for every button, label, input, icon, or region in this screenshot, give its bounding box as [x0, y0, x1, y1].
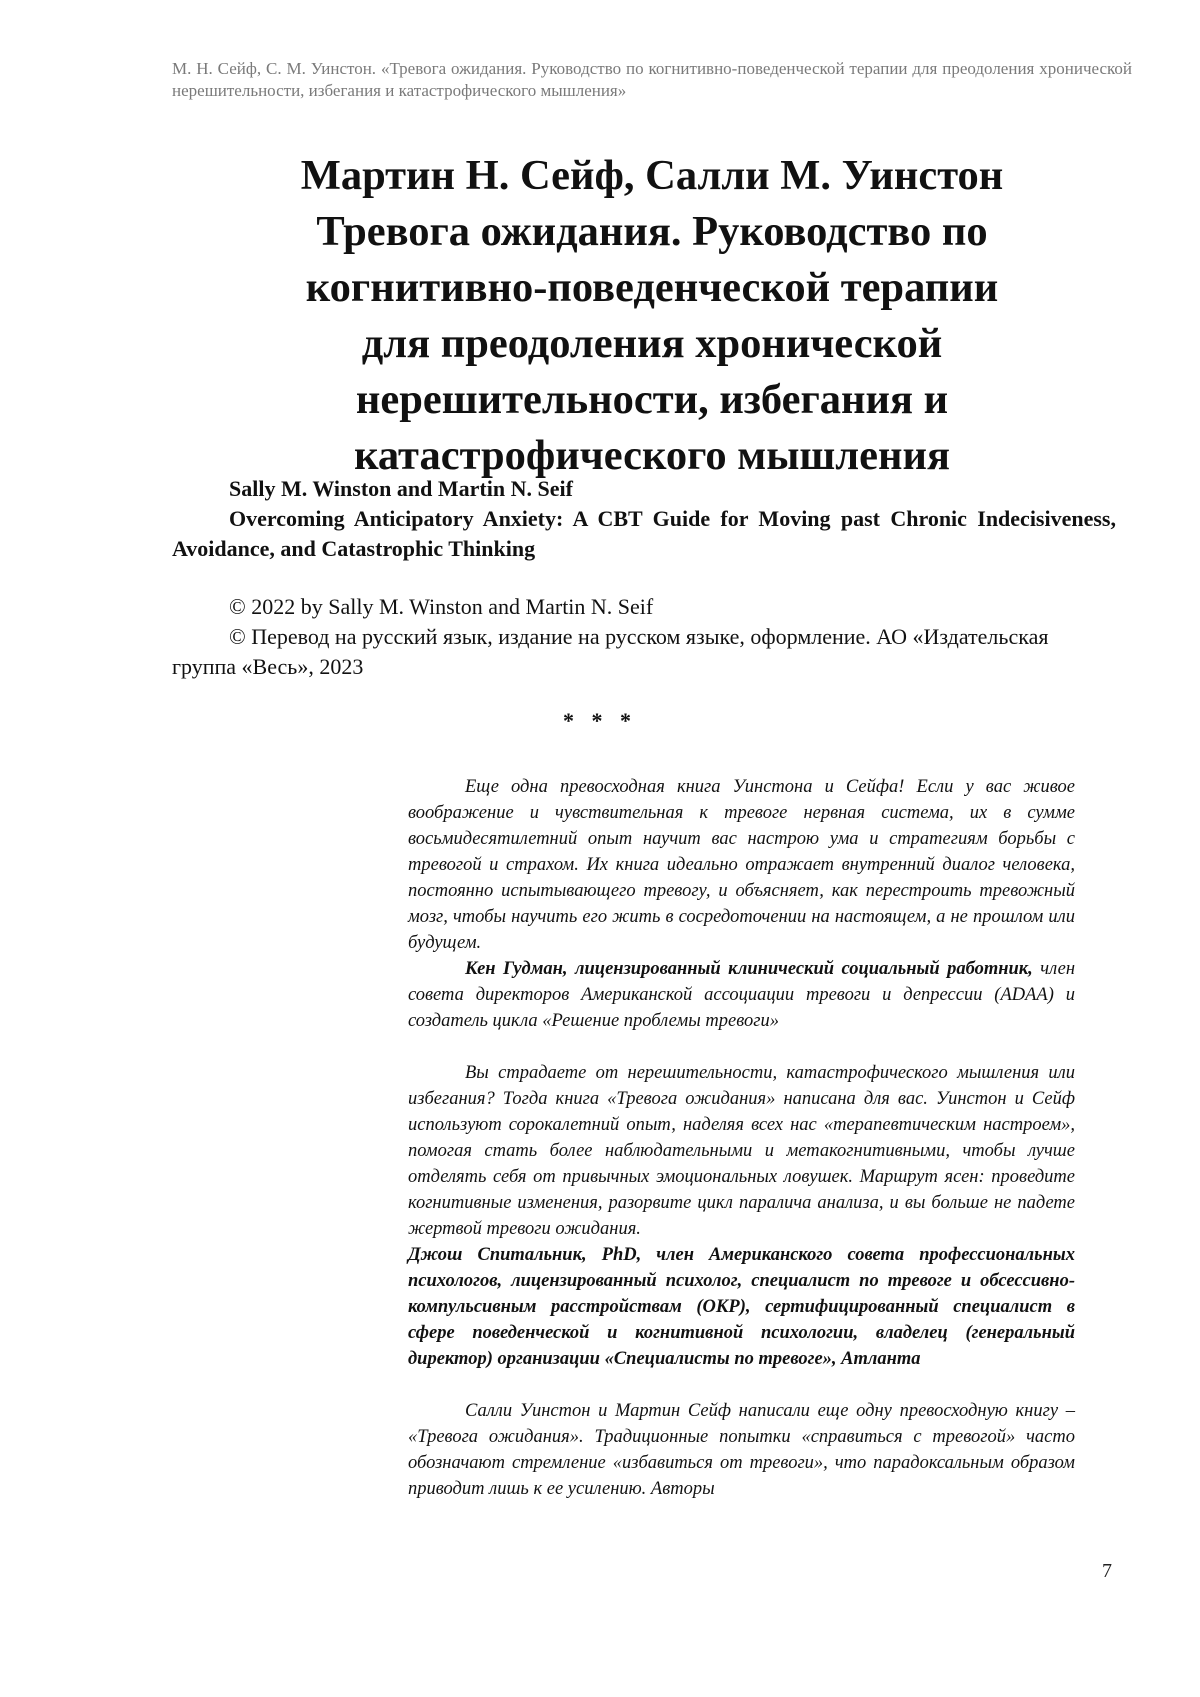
attribution-name: Кен Гудман, лицензированный клинический социальный работник, — [465, 959, 1033, 979]
original-authors: Sally M. Winston and Martin N. Seif — [229, 476, 573, 501]
quote-attribution: Джош Спитальник, PhD, член Американского совета профессиональных психологов, лицензированный психолог, специалист по тревоге и обсессивно-компульсивным расстройствам (ОКР), сертифицированный специалист в сфере поведенческой и когнитивной психологии, владелец (генеральный директор) организации «Специалисты по тревоге», Атланта — [408, 1245, 1075, 1369]
running-head: М. Н. Сейф, С. М. Уинстон. «Тревога ожидания. Руководство по когнитивно-поведенческой терапии для преодоления хронической нерешительности, избегания и катастрофического мышления» — [172, 59, 1132, 100]
title-line: для преодоления хронической — [361, 320, 943, 367]
copyright-block — [172, 592, 1116, 682]
copyright-line: © 2022 by Sally M. Winston and Martin N. Seif — [229, 594, 654, 619]
quote-attribution — [408, 956, 1075, 1034]
title-line: Тревога ожидания. Руководство по — [316, 208, 988, 255]
quote-text: Салли Уинстон и Мартин Сейф написали еще одну превосходную книгу – «Тревога ожидания». Традиционные попытки «справиться с тревогой» часто обозначают стремление «избавиться от тревоги», что парадоксальным образом приводит лишь к ее усилению. Авторы — [408, 1401, 1075, 1499]
title-line: нерешительности, избегания и — [355, 376, 949, 423]
title-line: катастрофического мышления — [354, 432, 950, 479]
title-line: когнитивно-поведенческой терапии — [305, 264, 999, 311]
original-title: Overcoming Anticipatory Anxiety: A CBT Guide for Moving past Chronic Indecisiveness, Avoidance, and Catastrophic Thinking — [172, 506, 1116, 561]
section-separator: * * * — [563, 708, 637, 733]
page-number: 7 — [1102, 1560, 1112, 1582]
quote-text: Вы страдаете от нерешительности, катастрофического мышления или избегания? Тогда книга «Тревога ожидания» написана для вас. Уинстон и Сейф используют сорокалетний опыт, наделяя всех нас «терапевтическим настроем», помогая стать более наблюдательными и метакогнитивными, чтобы лучше отделять себя от привычных эмоциональных ловушек. Маршрут ясен: проведите когнитивные изменения, разорвите цикл паралича анализа, и вы больше не падете жертвой тревоги ожидания. — [408, 1063, 1075, 1239]
praise-quotes — [408, 774, 1075, 1502]
original-edition — [172, 474, 1116, 564]
title-line: Мартин Н. Сейф, Салли М. Уинстон — [300, 152, 1004, 199]
attribution-details: член совета директоров Американской ассоциации тревоги и депрессии (ADAA) и создатель цикла «Решение проблемы тревоги» — [408, 959, 1075, 1031]
book-title — [172, 148, 1132, 484]
copyright-line: © Перевод на русский язык, издание на русском языке, оформление. АО «Издательская группа «Весь», 2023 — [172, 624, 1049, 679]
quote-text: Еще одна превосходная книга Уинстона и Сейфа! Если у вас живое воображение и чувствительная к тревоге нервная система, их в сумме восьмидесятилетний опыт научит вас настрою ума и стратегиям борьбы с тревогой и страхом. Их книга идеально отражает внутренний диалог человека, постоянно испытывающего тревогу, и объясняет, как перестроить тревожный мозг, чтобы научить его жить в сосредоточении на настоящем, а не прошлом или будущем. — [408, 777, 1075, 953]
